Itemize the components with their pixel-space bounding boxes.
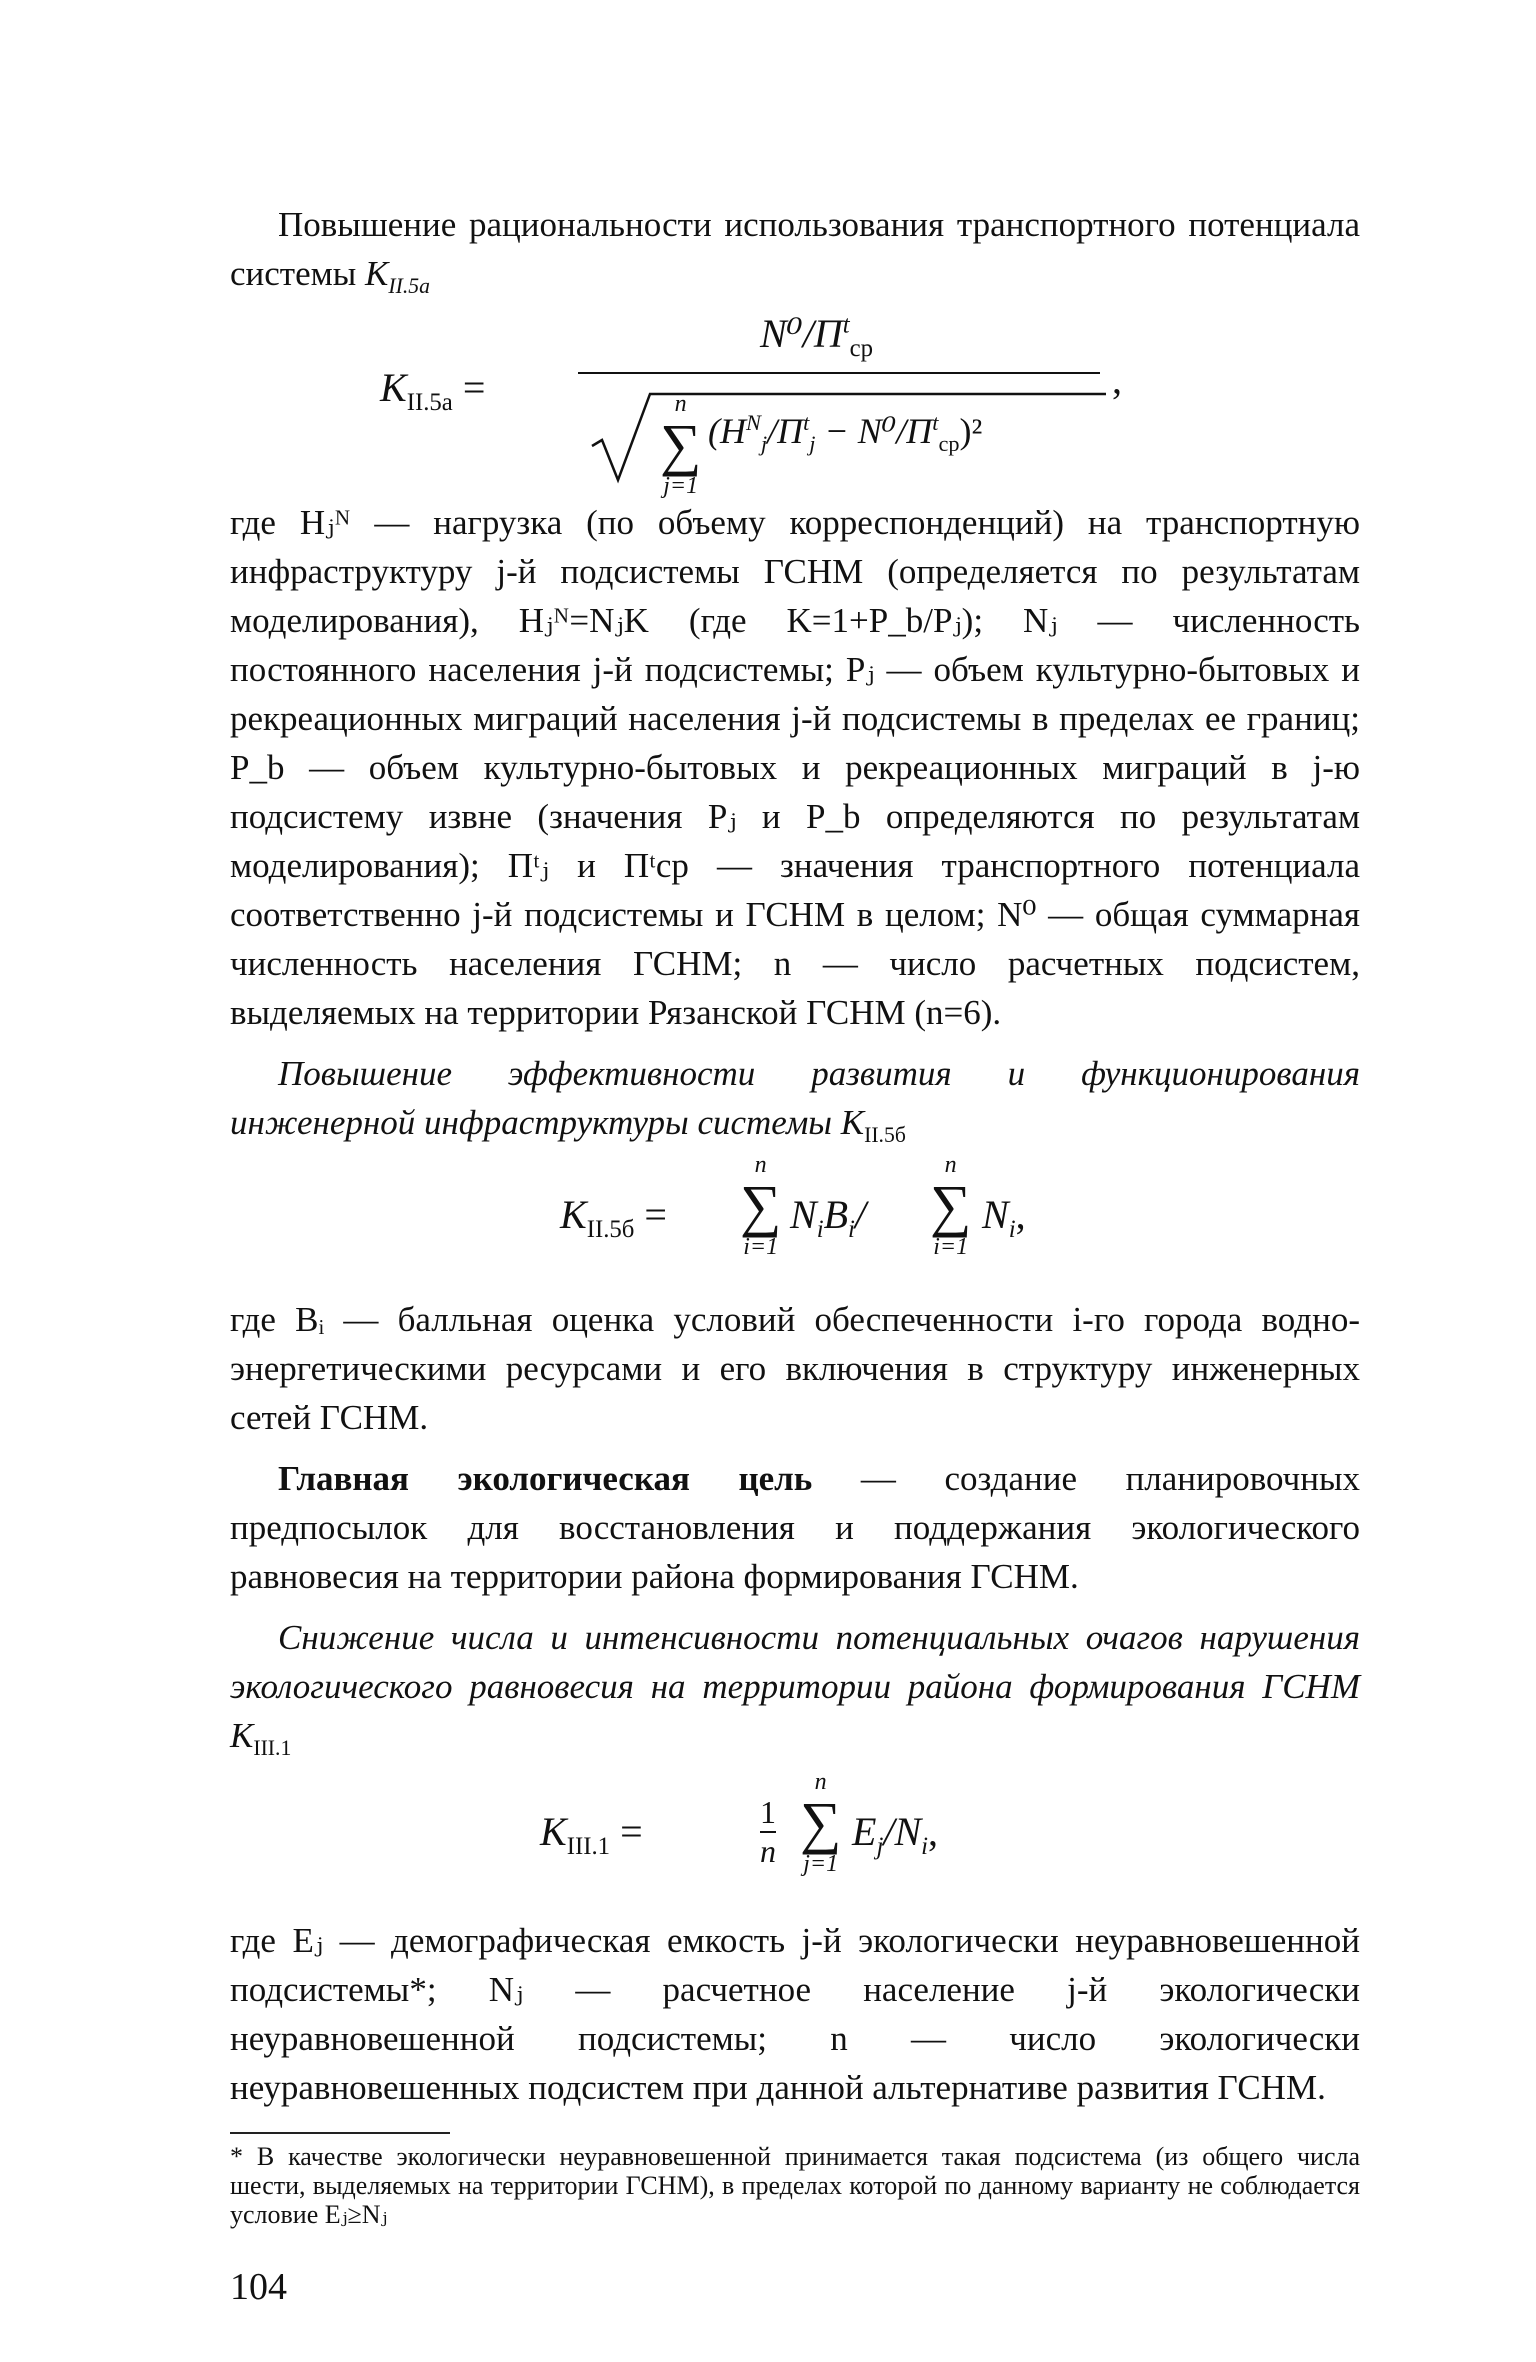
f1-num-text: N⁰/П bbox=[760, 311, 843, 356]
f3-lhs: K bbox=[540, 1809, 567, 1854]
section1-intro bbox=[230, 200, 1360, 298]
f3-row bbox=[540, 1808, 643, 1860]
section1-where: где Hⱼᴺ — нагрузка (по объему корреспонденций) на транспортную инфраструктуру j-й подсистемы ГСНМ (определяется по результатам моделирования), Hⱼᴺ=NⱼK (где K=1+P_b/Pⱼ); Nⱼ — численность постоянного населения j-й подсистемы; Pⱼ — объем культурно-бытовых и рекреационных миграций населения j-й подсистемы в пределах ее границ; P_b — объем культурно-бытовых и рекреационных миграций в j-ю подсистему извне (значения Pⱼ и P_b определяются по результатам моделирования); Пᵗⱼ и Пᵗср — значения транспортного потенциала соответственно j-й подсистемы и ГСНМ в целом; N⁰ — общая суммарная численность населения ГСНМ; n — число расчетных подсистем, выделяемых на территории Рязанской ГСНМ (n=6). bbox=[230, 503, 1360, 1032]
f3-lhs-sub: III.1 bbox=[566, 1833, 611, 1860]
f3-eq: = bbox=[620, 1809, 643, 1854]
f2-term3 bbox=[982, 1191, 1026, 1243]
f1-r2: /П bbox=[767, 411, 804, 451]
f2-sum1-bottom: i=1 bbox=[743, 1234, 779, 1260]
section4-symbol-sub: III.1 bbox=[253, 1736, 292, 1760]
formula-k-ii5b bbox=[230, 1153, 1360, 1283]
f2-sum1 bbox=[740, 1153, 781, 1259]
section4-symbol-k: K bbox=[230, 1716, 254, 1755]
section1-intro-text: Повышение рациональности использования транспортного потенциала системы bbox=[230, 205, 1360, 293]
f2-sum2 bbox=[930, 1153, 971, 1259]
f1-numerator bbox=[760, 310, 874, 362]
f2-lhs-sub: II.5б bbox=[586, 1216, 635, 1243]
f2-sum2-top: n bbox=[944, 1152, 957, 1178]
f1-sigma-icon: ∑ bbox=[660, 412, 702, 477]
section1-symbol-k: K bbox=[365, 254, 389, 293]
section4-intro bbox=[230, 1613, 1360, 1760]
formula-k-ii5a bbox=[230, 306, 1360, 499]
f3-t1: E bbox=[852, 1809, 877, 1854]
section3-lead: Главная экологическая цель bbox=[278, 1459, 813, 1498]
f3-terms bbox=[852, 1808, 939, 1860]
f1-r3-sup: t bbox=[932, 410, 939, 435]
f3-t2-sub: i bbox=[921, 1833, 929, 1860]
section2-symbol-k: K bbox=[840, 1103, 865, 1142]
f1-r1-sup: N bbox=[746, 410, 761, 435]
f3-sum bbox=[800, 1770, 841, 1876]
f2-t3: N bbox=[982, 1192, 1009, 1237]
f1-r3-sub: ср bbox=[938, 431, 960, 457]
f1-trail: , bbox=[1112, 357, 1122, 402]
f1-eq: = bbox=[462, 365, 486, 410]
f1-r4: )² bbox=[959, 411, 983, 451]
f1-sum bbox=[660, 392, 701, 498]
f3-frac-num: 1 bbox=[760, 1794, 776, 1830]
section4-intro-text: Снижение числа и интенсивности потенциальных очагов нарушения экологического равновесия на территории района формирования ГСНМ bbox=[230, 1618, 1360, 1706]
f1-r3: − N⁰/П bbox=[815, 411, 933, 451]
f2-terms bbox=[790, 1191, 867, 1243]
section2-symbol-sub: II.5б bbox=[864, 1123, 906, 1147]
f1-sum-bottom: j=1 bbox=[663, 473, 699, 499]
f1-r2-sub: j bbox=[809, 431, 816, 457]
f2-t1: N bbox=[790, 1192, 817, 1237]
f2-sum1-top: n bbox=[754, 1152, 767, 1178]
f3-sum-top: n bbox=[814, 1769, 827, 1795]
f2-sum2-bottom: i=1 bbox=[933, 1234, 969, 1260]
f3-t1-sub: j bbox=[876, 1833, 884, 1860]
f1-r2-sup: t bbox=[803, 410, 810, 435]
f1-r1-sub: j bbox=[760, 431, 768, 457]
f2-slash: / bbox=[854, 1192, 867, 1237]
f2-t2: B bbox=[823, 1192, 849, 1237]
f3-fraction bbox=[760, 1794, 776, 1870]
f1-num-sup: t bbox=[842, 311, 850, 339]
section3-rest: — создание планировочных предпосылок для восстановления и поддержания экологического равновесия на территории района формирования ГСНМ. bbox=[230, 1459, 1360, 1596]
f3-trail: , bbox=[928, 1809, 939, 1854]
f1-sum-top: n bbox=[674, 391, 687, 417]
f2-t2-sub: i bbox=[848, 1216, 855, 1243]
f1-lhs: K bbox=[380, 365, 407, 410]
f1-radicand bbox=[708, 410, 983, 457]
page-number: 104 bbox=[230, 2266, 287, 2308]
section4-where: где Eⱼ — демографическая емкость j-й экологически неуравновешенной подсистемы*; Nⱼ — расчетное население j-й экологически неуравновешенной подсистемы; n — число экологически неуравновешенных подсистем при данной альтернативе развития ГСНМ. bbox=[230, 1921, 1360, 2107]
f3-frac-den: n bbox=[760, 1833, 776, 1869]
f2-t1-sub: i bbox=[816, 1216, 824, 1243]
f3-sum-bottom: j=1 bbox=[803, 1851, 839, 1877]
f2-sigma1-icon: ∑ bbox=[740, 1173, 782, 1238]
section1-symbol-sub: II.5а bbox=[388, 274, 430, 298]
f3-t2: N bbox=[894, 1809, 922, 1854]
f1-lhs-sub: II.5а bbox=[406, 389, 453, 416]
f2-sigma2-icon: ∑ bbox=[930, 1173, 972, 1238]
f1-r1: (H bbox=[708, 411, 746, 451]
f1-fraction-bar bbox=[578, 372, 1100, 374]
section2-intro bbox=[230, 1049, 1360, 1147]
f2-lhs: K bbox=[560, 1192, 587, 1237]
f3-slash: / bbox=[883, 1809, 895, 1854]
footnote: * В качестве экологически неуравновешенной принимается такая подсистема (из общего числа шести, выделяемых на территории ГСНМ), в пределах которой по данному варианту не соблюдается условие Eⱼ≥Nⱼ bbox=[230, 2142, 1360, 2229]
f2-eq: = bbox=[644, 1192, 667, 1237]
section1-symbol bbox=[365, 254, 430, 298]
f1-num-sub: ср bbox=[849, 335, 874, 362]
f2-row bbox=[560, 1191, 667, 1243]
f2-t3-sub: i bbox=[1008, 1216, 1016, 1243]
formula-k-iii1 bbox=[230, 1764, 1360, 1904]
page-body bbox=[230, 200, 1360, 2309]
section3-paragraph bbox=[230, 1454, 1360, 1601]
f2-trail: , bbox=[1015, 1192, 1026, 1237]
section2-where: где Bᵢ — балльная оценка условий обеспеченности i-го города водно-энергетическими ресурсами и его включения в структуру инженерных сетей ГСНМ. bbox=[230, 1300, 1360, 1437]
f3-sigma-icon: ∑ bbox=[800, 1790, 842, 1855]
section2-intro-text: Повышение эффективности развития и функционирования инженерной инфраструктуры системы bbox=[230, 1054, 1360, 1142]
footnote-rule bbox=[230, 2132, 450, 2134]
